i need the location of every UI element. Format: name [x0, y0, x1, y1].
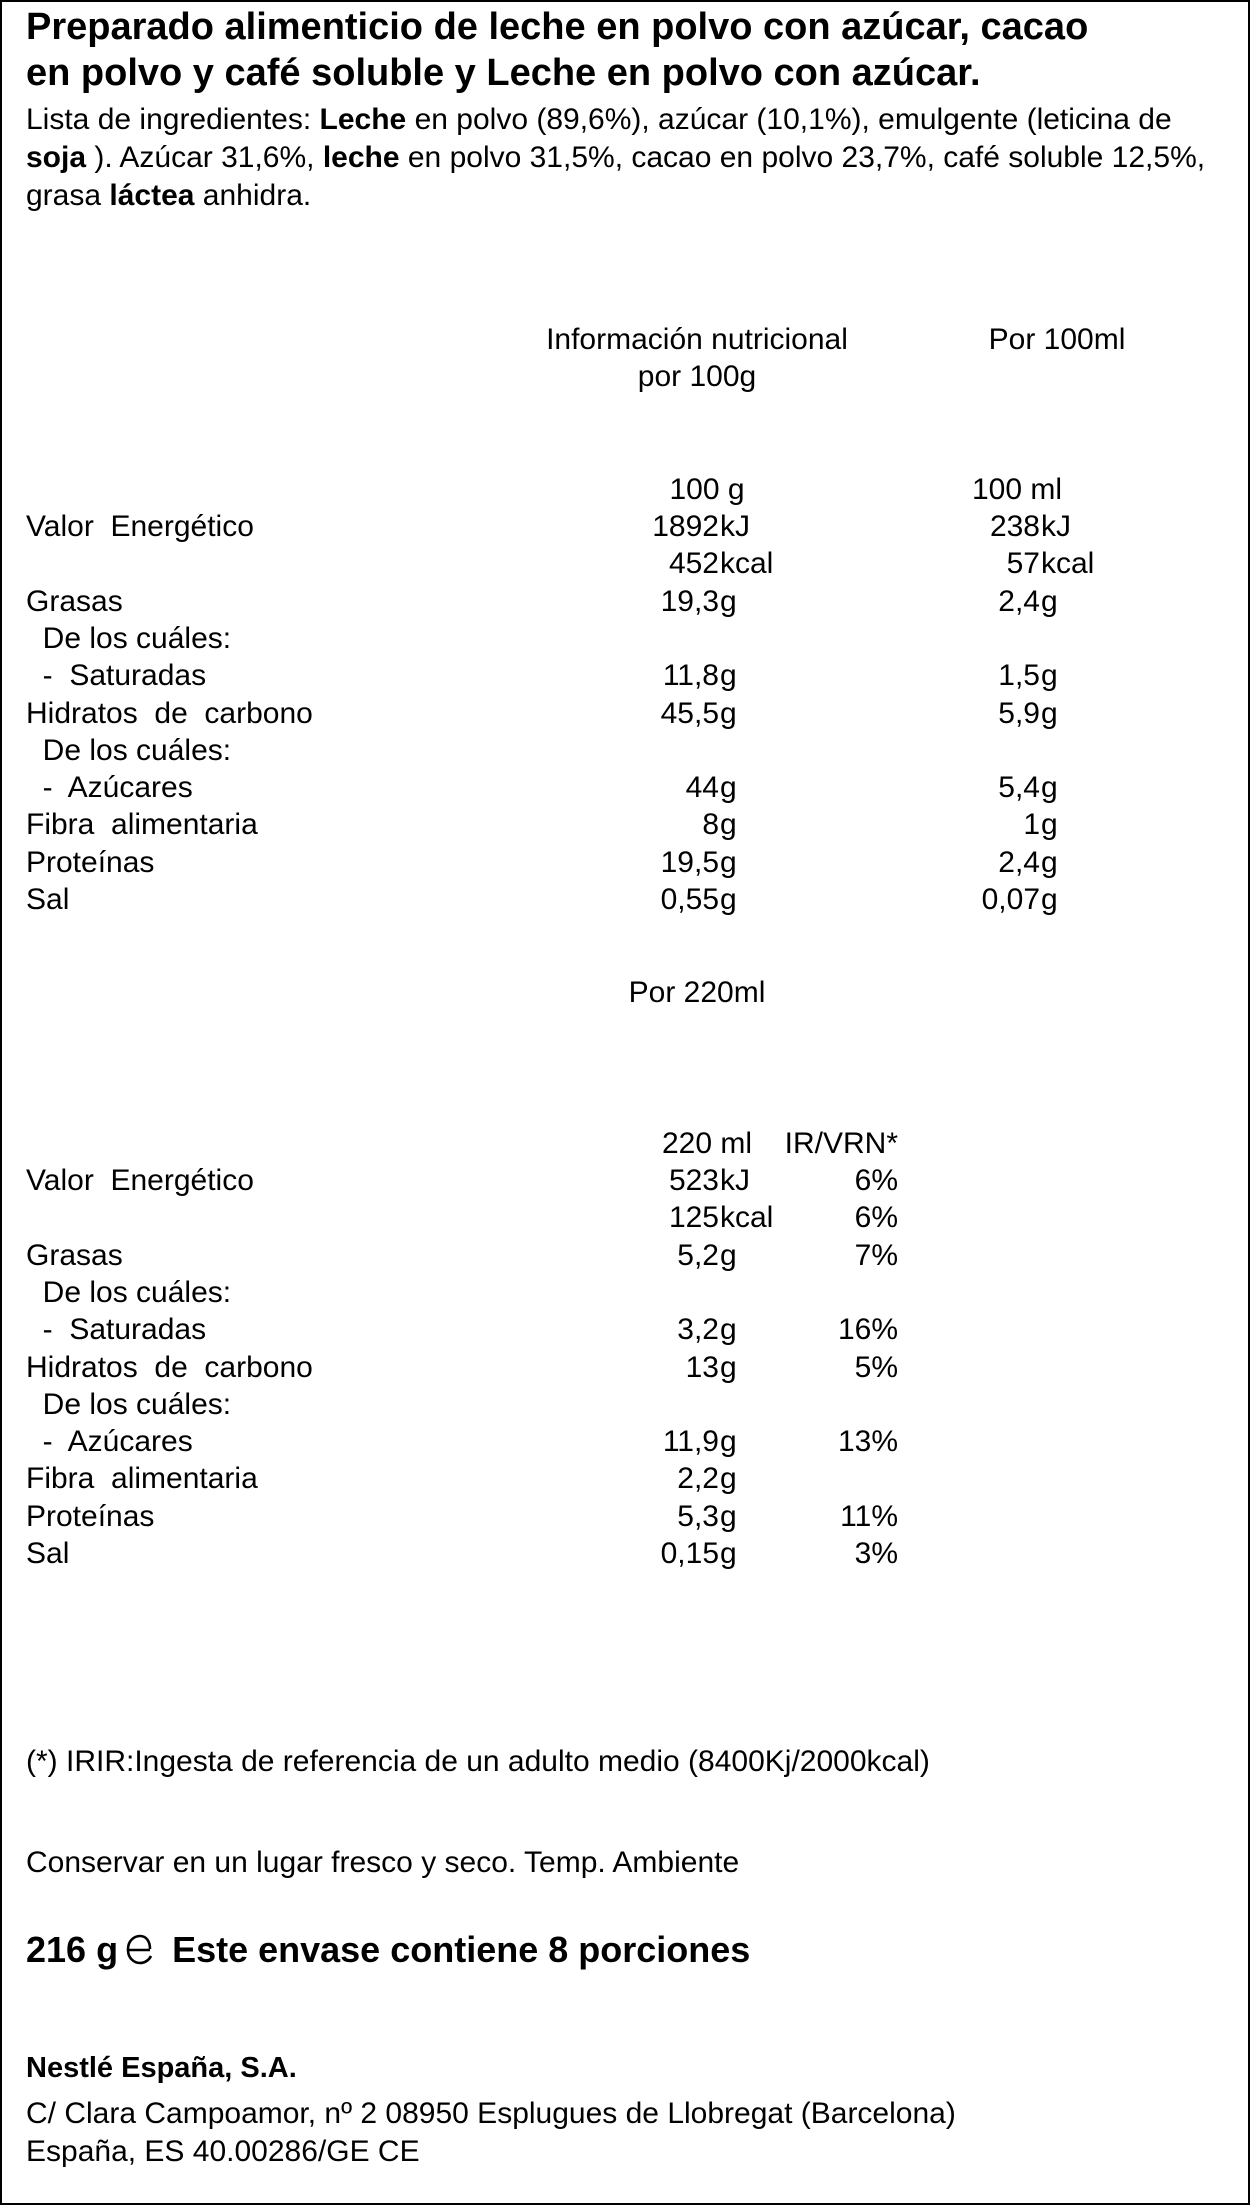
table1-unit-col2: g: [1041, 845, 1058, 879]
table1-unit-col1: g: [720, 696, 737, 730]
table2-row-label: - Saturadas: [26, 1313, 207, 1347]
table2-row-label: - Azúcares: [26, 1425, 193, 1459]
table1-row-label: Valor Energético: [26, 510, 254, 543]
ingredients-text: anhidra.: [194, 179, 312, 212]
table2-row-label: De los cuáles:: [26, 1387, 232, 1421]
table2-unit: g: [720, 1499, 737, 1533]
ingredients-text: en polvo (89,6%), azúcar (10,1%), emulgente (leticina de: [406, 103, 1172, 136]
table1-unit-col2: g: [1041, 771, 1058, 805]
net-weight: 216 g: [26, 1929, 119, 1970]
table1-value-col2: 1: [1023, 808, 1040, 842]
company-address: C/ Clara Campoamor, nº 2 08950 Esplugues de Llobregat (Barcelona): [26, 2097, 956, 2130]
table2-percent: 7%: [854, 1238, 898, 1272]
table1-value-col1: 11,8: [662, 659, 719, 693]
ingredients-list: [26, 101, 1226, 215]
table2-row-label: Hidratos de carbono: [26, 1350, 313, 1384]
table1-header-col1-line2: por 100g: [637, 360, 757, 393]
table1-row-label: Sal: [26, 883, 70, 916]
estimated-sign-icon: [122, 1932, 156, 1966]
table1-header-col2: Por 100ml: [988, 323, 1126, 356]
table1-value-col2: 1,5: [998, 659, 1040, 693]
table1-value-col1: 44: [685, 771, 719, 805]
table2-value: 5,2: [677, 1238, 719, 1272]
table2-value: 5,3: [677, 1499, 719, 1533]
table1-value-col2: 238: [989, 510, 1040, 543]
table2-unit: g: [720, 1350, 737, 1384]
portions-info: Este envase contiene 8 porciones: [172, 1929, 751, 1970]
table2-row-label: Sal: [26, 1537, 70, 1570]
table2-unit-col2: IR/VRN*: [784, 1127, 898, 1160]
table1-unit-col1: g: [720, 845, 737, 879]
table2-percent: 13%: [837, 1425, 898, 1459]
table2-value: 0,15: [660, 1537, 719, 1570]
table2-unit: kJ: [720, 1164, 750, 1197]
table2-value: 11,9: [662, 1425, 719, 1459]
table2-unit: g: [720, 1238, 737, 1272]
allergen-highlight: leche: [322, 141, 400, 174]
table1-row-label: De los cuáles:: [26, 621, 232, 655]
table1-unit-col2: 100 ml: [971, 473, 1063, 506]
table1-unit-col2: g: [1041, 883, 1058, 916]
table2-unit: g: [720, 1425, 737, 1459]
table2-header: Por 220ml: [628, 976, 766, 1009]
allergen-highlight: láctea: [109, 179, 195, 212]
table1-unit-col2: g: [1041, 808, 1058, 842]
ingredients-text: Lista de ingredientes:: [26, 103, 320, 136]
table1-value-col1: 19,3: [660, 584, 719, 618]
table1-value-col2: 5,9: [998, 696, 1040, 730]
table1-value-col1: 0,55: [660, 883, 719, 916]
table1-unit-col1: 100 g: [669, 473, 745, 506]
table1-value-col1: 45,5: [660, 696, 719, 730]
table1-unit-col2: g: [1041, 659, 1058, 693]
table2-unit: g: [720, 1537, 737, 1570]
table2-row-label: De los cuáles:: [26, 1275, 232, 1309]
table2-row-label: Proteínas: [26, 1499, 155, 1533]
table1-value-col2: 2,4: [998, 584, 1040, 618]
table2-value: 2,2: [677, 1462, 719, 1496]
company-name: Nestlé España, S.A.: [26, 2052, 297, 2084]
table1-unit-col1: kcal: [720, 547, 774, 581]
table2-unit: g: [720, 1462, 737, 1496]
table1-row-label: - Azúcares: [26, 771, 193, 805]
table2-row-label: Fibra alimentaria: [26, 1462, 258, 1496]
table1-unit-col1: g: [720, 584, 737, 618]
table2-value: 13: [685, 1350, 719, 1384]
table1-unit-col2: kcal: [1041, 547, 1095, 581]
table1-row-label: De los cuáles:: [26, 733, 232, 767]
table1-unit-col1: g: [720, 808, 737, 842]
table2-value: 125: [668, 1201, 719, 1235]
table1-value-col2: 0,07: [981, 883, 1040, 916]
table2-percent: 6%: [854, 1164, 898, 1197]
table1-row-label: Hidratos de carbono: [26, 696, 313, 730]
table1-row-label: Fibra alimentaria: [26, 808, 258, 842]
table2-value: 3,2: [677, 1313, 719, 1347]
table2-percent: 11%: [840, 1499, 898, 1533]
table2-unit: kcal: [720, 1201, 774, 1235]
table2-row-label: Grasas: [26, 1238, 123, 1272]
table1-unit-col1: g: [720, 883, 737, 916]
table1-unit-col1: g: [720, 659, 737, 693]
ingredients-text: en polvo 31,5%, cacao en polvo 23,7%, café soluble 12,5%, grasa: [26, 141, 1206, 212]
table1-value-col1: 452: [668, 547, 719, 581]
table1-value-col2: 5,4: [998, 771, 1040, 805]
table1-unit-col1: g: [720, 771, 737, 805]
table1-unit-col2: g: [1041, 696, 1058, 730]
table1-value-col2: 2,4: [998, 845, 1040, 879]
table1-value-col2: 57: [1006, 547, 1040, 581]
table1-row-label: Grasas: [26, 584, 123, 618]
table2-percent: 6%: [854, 1201, 898, 1235]
table1-value-col1: 8: [702, 808, 719, 842]
product-title-line-1: Preparado alimenticio de leche en polvo con azúcar, cacao: [26, 6, 1089, 48]
table1-value-col1: 1892: [652, 510, 719, 543]
table2-percent: 5%: [854, 1350, 898, 1384]
table2-row-label: Valor Energético: [26, 1164, 254, 1197]
allergen-highlight: Leche: [319, 103, 407, 136]
table1-row-label: - Saturadas: [26, 659, 207, 693]
table1-header-col1-line1: Información nutricional: [546, 323, 848, 356]
footnote: (*) IRIR:Ingesta de referencia de un adulto medio (8400Kj/2000kcal): [26, 1745, 930, 1778]
table2-unit-col1: 220 ml: [661, 1127, 753, 1160]
net-weight-line: [26, 1928, 750, 1972]
product-title-line-2: en polvo y café soluble y Leche en polvo con azúcar.: [26, 52, 981, 94]
allergen-highlight: soja: [26, 141, 87, 174]
table2-value: 523: [668, 1164, 719, 1197]
table2-percent: 16%: [837, 1313, 898, 1347]
company-registry: España, ES 40.00286/GE CE: [26, 2135, 420, 2168]
table1-unit-col2: g: [1041, 584, 1058, 618]
storage-instructions: Conservar en un lugar fresco y seco. Temp. Ambiente: [26, 1846, 740, 1879]
table1-row-label: Proteínas: [26, 845, 155, 879]
table1-value-col1: 19,5: [660, 845, 719, 879]
table1-unit-col1: kJ: [720, 510, 750, 543]
product-title: [26, 4, 1226, 96]
table1-unit-col2: kJ: [1041, 510, 1071, 543]
table2-unit: g: [720, 1313, 737, 1347]
ingredients-text: ). Azúcar 31,6%,: [86, 141, 323, 174]
table2-percent: 3%: [854, 1537, 898, 1570]
